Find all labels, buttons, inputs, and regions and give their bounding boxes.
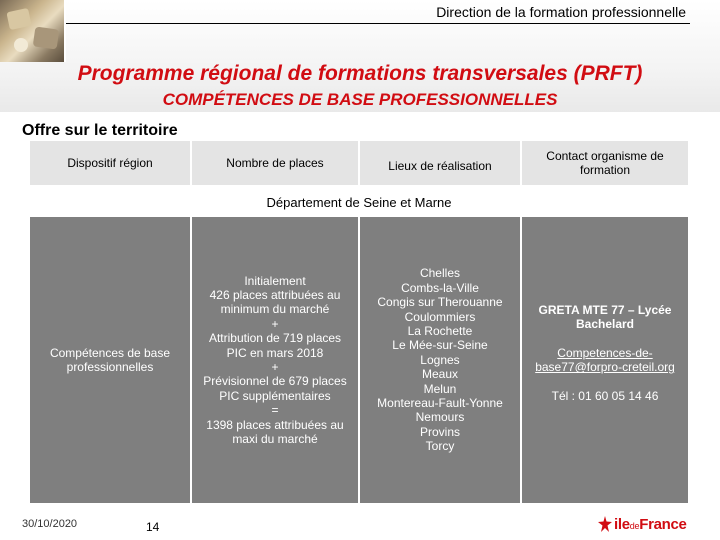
column-header-places: Nombre de places bbox=[192, 141, 358, 185]
header-divider bbox=[66, 23, 690, 24]
cell-places bbox=[192, 217, 358, 503]
slide-subtitle: COMPÉTENCES DE BASE PROFESSIONNELLES bbox=[162, 90, 558, 109]
cell-dispositif bbox=[30, 217, 190, 503]
contact-organisme: GRETA MTE 77 – Lycée Bachelard bbox=[538, 302, 672, 332]
places-line: Attribution de 719 places bbox=[208, 331, 342, 346]
lieu-item: Melun bbox=[423, 381, 457, 396]
contact-block bbox=[528, 303, 682, 417]
logo-wordmark: iledeFrance bbox=[614, 515, 687, 533]
photo-detail bbox=[6, 8, 31, 30]
contact-phone: Tél : 01 60 05 14 46 bbox=[551, 388, 659, 403]
header-photo bbox=[0, 0, 66, 62]
cell-lieux bbox=[360, 217, 520, 503]
contact-email-link[interactable]: Competences-de-base77@forpro-creteil.org bbox=[535, 345, 675, 375]
places-line: PIC supplémentaires bbox=[219, 388, 331, 403]
lieu-item: Lognes bbox=[420, 352, 460, 367]
photo-detail bbox=[33, 26, 60, 49]
lieu-item: Congis sur Therouanne bbox=[377, 295, 503, 310]
places-line: + bbox=[271, 316, 279, 331]
lieu-item: Meaux bbox=[421, 367, 458, 382]
places-line: PIC en mars 2018 bbox=[226, 345, 324, 360]
department-row: Département de Seine et Marne bbox=[30, 192, 688, 214]
lieu-item: Nemours bbox=[415, 410, 465, 425]
places-line: Prévisionnel de 679 places bbox=[203, 374, 347, 389]
footer-date: 30/10/2020 bbox=[22, 518, 78, 530]
column-header-dispositif: Dispositif région bbox=[30, 141, 190, 185]
places-line: minimum du marché bbox=[220, 302, 330, 317]
slide-title: Programme régional de formations transversales (PRFT) bbox=[77, 62, 643, 85]
lieu-item: Combs-la-Ville bbox=[401, 280, 479, 295]
ile-de-france-logo bbox=[598, 514, 687, 534]
column-header-lieux: Lieux de réalisation bbox=[360, 141, 520, 185]
lieu-item: La Rochette bbox=[407, 323, 473, 338]
star-icon bbox=[598, 516, 612, 532]
places-line: + bbox=[271, 360, 279, 374]
places-line: = bbox=[271, 403, 279, 418]
lieu-item: Le Mée-sur-Seine bbox=[392, 338, 488, 353]
lieux-list bbox=[377, 266, 503, 453]
column-header-contact: Contact organisme de formation bbox=[522, 141, 688, 185]
places-text bbox=[203, 274, 346, 447]
places-line: Initialement bbox=[244, 273, 306, 288]
places-line: maxi du marché bbox=[232, 432, 318, 447]
lieu-item: Provins bbox=[419, 424, 460, 439]
places-line: 426 places attribuées au bbox=[209, 287, 341, 302]
page-number: 14 bbox=[146, 520, 160, 534]
lieu-item: Coulommiers bbox=[404, 309, 476, 324]
photo-detail bbox=[14, 38, 28, 52]
header-title: Direction de la formation professionnelle bbox=[436, 4, 686, 20]
dispositif-label: Compétences de base professionnelles bbox=[49, 345, 171, 374]
section-label: Offre sur le territoire bbox=[22, 122, 178, 139]
lieu-item: Chelles bbox=[419, 266, 460, 281]
places-line: 1398 places attribuées au bbox=[206, 417, 344, 432]
lieu-item: Torcy bbox=[425, 439, 455, 454]
cell-contact bbox=[522, 217, 688, 503]
lieu-item: Montereau-Fault-Yonne bbox=[377, 396, 503, 411]
